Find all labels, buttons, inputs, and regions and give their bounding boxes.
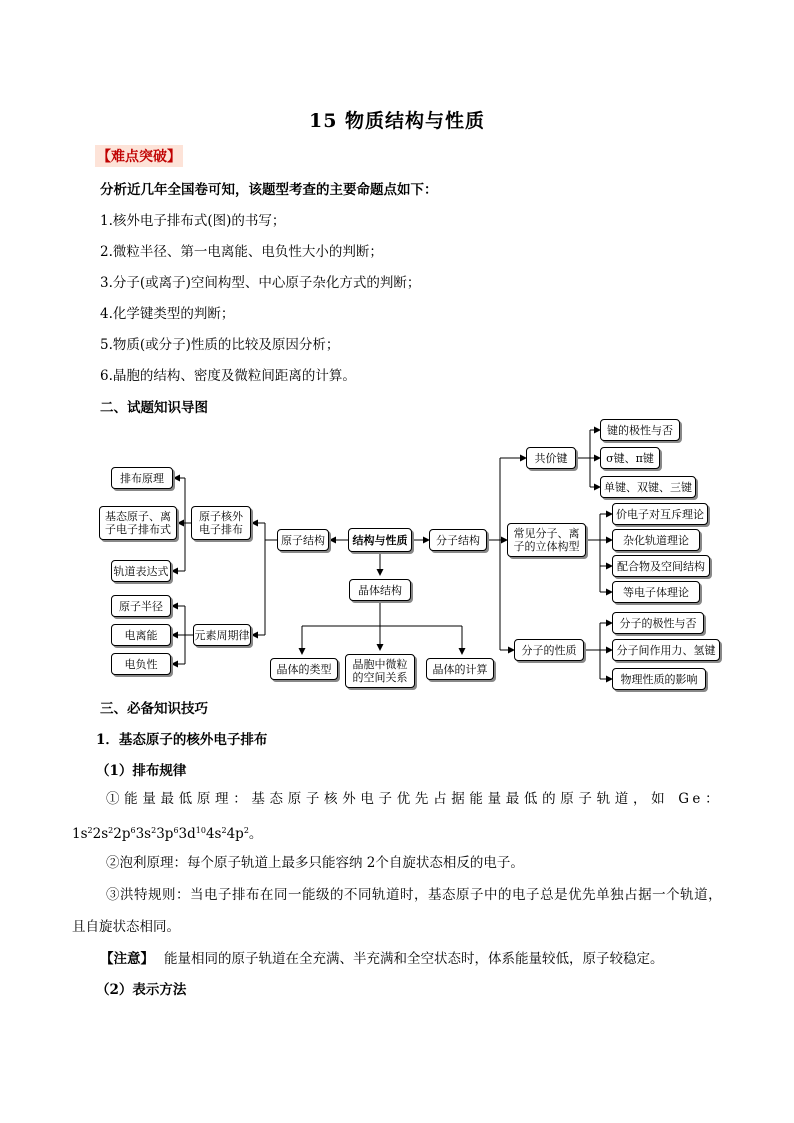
map-node-molecular-properties: 分子的性质 [514, 639, 584, 661]
map-node-crystal-calc: 晶体的计算 [426, 658, 494, 680]
map-node-molecular-structure: 分子结构 [429, 529, 487, 551]
map-node-arrangement-principle: 排布原理 [111, 467, 173, 489]
map-node-crystal-types: 晶体的类型 [270, 658, 338, 680]
section-2-heading: 二、试题知识导图 [100, 400, 208, 416]
point-3: 3.分子(或离子)空间构型、中心原子杂化方式的判断； [100, 275, 421, 291]
map-node-electronegativity: 电负性 [111, 653, 171, 675]
map-node-bond-types: 单键、双键、三键 [600, 476, 696, 498]
map-node-center: 结构与性质 [348, 528, 412, 552]
map-node-atom-structure: 原子结构 [277, 529, 329, 551]
map-node-periodic-law: 元素周期律 [193, 624, 251, 646]
point-6: 6.晶胞的结构、密度及微粒间距离的计算。 [100, 368, 356, 384]
map-node-bond-polarity: 键的极性与否 [600, 419, 680, 441]
point-1: 1.核外电子排布式(图)的书写； [100, 213, 286, 229]
map-node-sigma-pi: σ键、π键 [600, 447, 660, 469]
point-2: 2.微粒半径、第一电离能、电负性大小的判断； [100, 244, 383, 260]
section-3-heading: 三、必备知识技巧 [100, 701, 208, 717]
page-title: 15 物质结构与性质 [308, 110, 486, 132]
ge-electron-config: $1s^22s^22p^63s^23p^63d^{10}4s^24p^2$。 [72, 826, 263, 842]
map-node-molecular-polarity: 分子的极性与否 [612, 612, 704, 634]
map-node-orbital-expression: 轨道表达式 [111, 560, 171, 582]
map-node-coordination: 配合物及空间结构 [612, 555, 710, 577]
intro-text: 分析近几年全国卷可知，该题型考查的主要命题点如下： [100, 182, 438, 198]
note-paragraph [100, 943, 750, 975]
subsection-1-heading: 1．基态原子的核外电子排布 [96, 732, 268, 748]
map-node-intermolecular: 分子间作用力、氢键 [612, 639, 720, 661]
map-node-isoelectronic: 等电子体理论 [612, 581, 700, 603]
map-node-hybrid-orbital: 杂化轨道理论 [612, 529, 700, 551]
rule-3-line-1: ③洪特规则：当电子排布在同一能级的不同轨道时，基态原子中的电子总是优先单独占据一个轨道， [106, 887, 722, 903]
subsection-1-1-heading: （1）排布规律 [96, 763, 187, 779]
rule-1-line-1: ①能量最低原理：基态原子核外电子优先占据能量最低的原子轨道，如 Ge： [106, 791, 722, 807]
map-node-atom-core-layout: 原子核外 电子排布 [191, 506, 251, 540]
map-node-ionization-energy: 电离能 [111, 624, 171, 646]
map-node-crystal-structure: 晶体结构 [349, 579, 411, 601]
point-5: 5.物质(或分子)性质的比较及原因分析； [100, 337, 340, 353]
map-node-physical-props: 物理性质的影响 [612, 668, 706, 690]
map-node-spatial-config: 常见分子、离 子的立体构型 [507, 523, 586, 557]
point-4: 4.化学键类型的判断； [100, 306, 235, 322]
rule-3-line-2: 且自旋状态相同。 [72, 919, 180, 935]
note-tag: 【注意】 [100, 951, 154, 967]
map-node-vsepr: 价电子对互斥理论 [612, 503, 708, 525]
section-tag: 【难点突破】 [95, 145, 183, 167]
map-node-ground-state-formula: 基态原子、离 子电子排布式 [99, 506, 177, 540]
note-text: 能量相同的原子轨道在全充满、半充满和全空状态时，体系能量较低，原子较稳定。 [164, 951, 664, 967]
subsection-1-2-heading: （2）表示方法 [96, 982, 187, 998]
map-node-atomic-radius: 原子半径 [111, 595, 171, 617]
map-node-covalent-bond: 共价键 [526, 447, 576, 469]
rule-2: ②泡利原理：每个原子轨道上最多只能容纳 2个自旋状态相反的电子。 [106, 855, 524, 871]
map-node-cell-spatial: 晶胞中微粒 的空间关系 [345, 654, 415, 688]
